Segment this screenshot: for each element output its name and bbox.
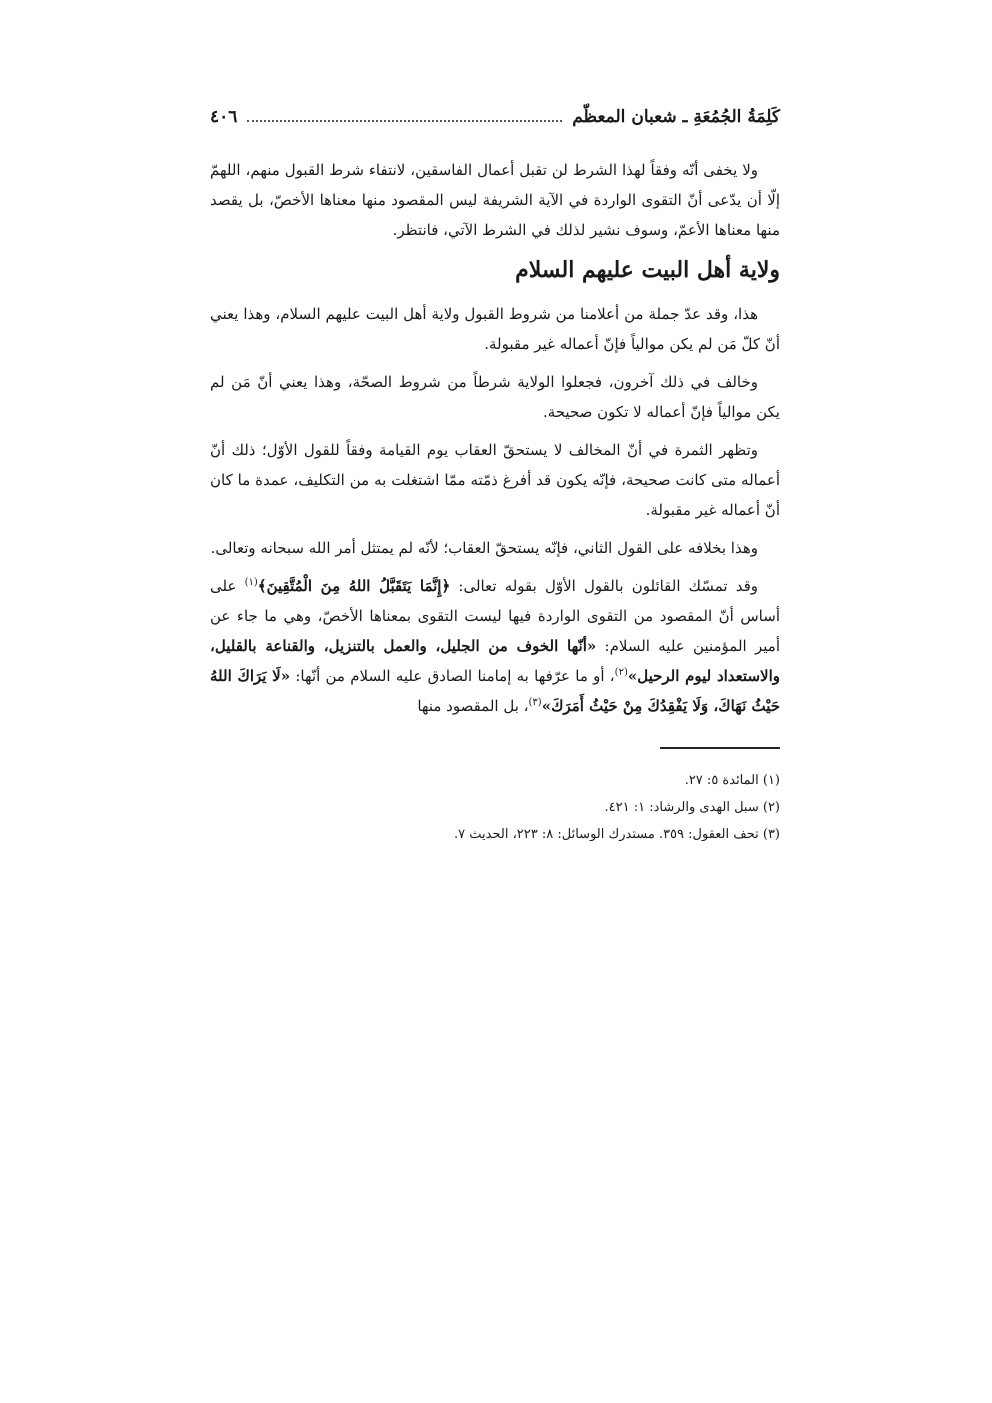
body-text [210, 155, 780, 721]
page [210, 95, 780, 848]
footnote-3: (٣) تحف العقول: ٣٥٩. مستدرك الوسائل: ٨: ٢٢٣، الحديث ٧. [454, 827, 780, 842]
footnotes [210, 767, 780, 848]
running-header [210, 95, 780, 139]
footnote-2: (٢) سبل الهدى والرشاد: ١: ٤٢١. [604, 800, 780, 815]
paragraph-6-end: ، بل المقصود منها [417, 697, 529, 715]
footnote-ref-2[interactable]: (٢) [614, 667, 628, 678]
paragraph-6-intro: وقد تمسّك القائلون بالقول الأوّل بقوله تعالى: [458, 577, 758, 595]
quran-verse: ﴿إِنَّمَا يَتَقَبَّلُ اللهُ مِنَ الْمُتَّقِينَ﴾ [257, 577, 451, 595]
hadith-quote-1: «أنّها الخوف من الجليل، والعمل بالتنزيل، والقناعة بالقليل، والاستعداد ليوم الرحيل» [210, 637, 780, 685]
page-number: ٤٠٦ [210, 107, 238, 127]
header-title: كَلِمَةُ الجُمُعَةِ ـ شعبان المعظّم [572, 107, 780, 127]
paragraph-2: هذا، وقد عدّ جملة من أعلامنا من شروط القبول ولاية أهل البيت عليهم السلام، وهذا يعني أنّ كلّ مَن لم يكن موالياً فإنّ أعماله غير مقبولة. [210, 305, 780, 353]
footnote-1: (١) المائدة ٥: ٢٧. [684, 773, 780, 788]
footnote-ref-1[interactable]: (١) [244, 577, 258, 588]
paragraph-4: وتظهر الثمرة في أنّ المخالف لا يستحقّ العقاب يوم القيامة وفقاً للقول الأوّل؛ ذلك أنّ أعماله متى كانت صحيحة، فإنّه يكون قد أفرغ ذمّته ممّا اشتغلت به من التكليف، عمدة ما كان أنّ أعماله غير مقبولة. [210, 441, 780, 519]
footnote-separator [660, 747, 780, 749]
paragraph-1: ولا يخفى أنّه وفقاً لهذا الشرط لن تقبل أعمال الفاسقين، لانتفاء شرط القبول منهم، اللهمّ إلّا أن يدّعى أنّ التقوى الواردة في الآية الشريفة ليس المقصود منها معناها الأخصّ، بل يقصد منها معناها الأعمّ، وسوف نشير لذلك في الشرط الآتي، فانتظر. [210, 161, 780, 239]
paragraph-3: وخالف في ذلك آخرون، فجعلوا الولاية شرطاً من شروط الصحّة، وهذا يعني أنّ مَن لم يكن موالياً فإنّ أعماله لا تكون صحيحة. [210, 373, 780, 421]
footnote-ref-3[interactable]: (٣) [528, 697, 542, 708]
paragraph-6-body: على أساس أنّ المقصود من التقوى الواردة فيها ليست التقوى بمعناها الأخصّ، وهي ما جاء عن أمير المؤمنين عليه السلام: [210, 577, 780, 655]
paragraph-6 [210, 571, 780, 721]
paragraph-6-continuation: ، أو ما عرّفها به إمامنا الصادق عليه السلام من أنّها: [295, 667, 615, 685]
paragraph-5: وهذا بخلافه على القول الثاني، فإنّه يستحقّ العقاب؛ لأنّه لم يمتثل أمر الله سبحانه وتعالى. [210, 539, 758, 557]
hadith-quote-2: «لَا يَرَاكَ اللهُ حَيْثُ نَهَاكَ، وَلَا يَفْقِدُكَ مِنْ حَيْثُ أَمَرَكَ» [210, 667, 780, 715]
header-dot-leader [247, 120, 562, 122]
section-heading: ولاية أهل البيت عليهم السلام [515, 257, 780, 283]
